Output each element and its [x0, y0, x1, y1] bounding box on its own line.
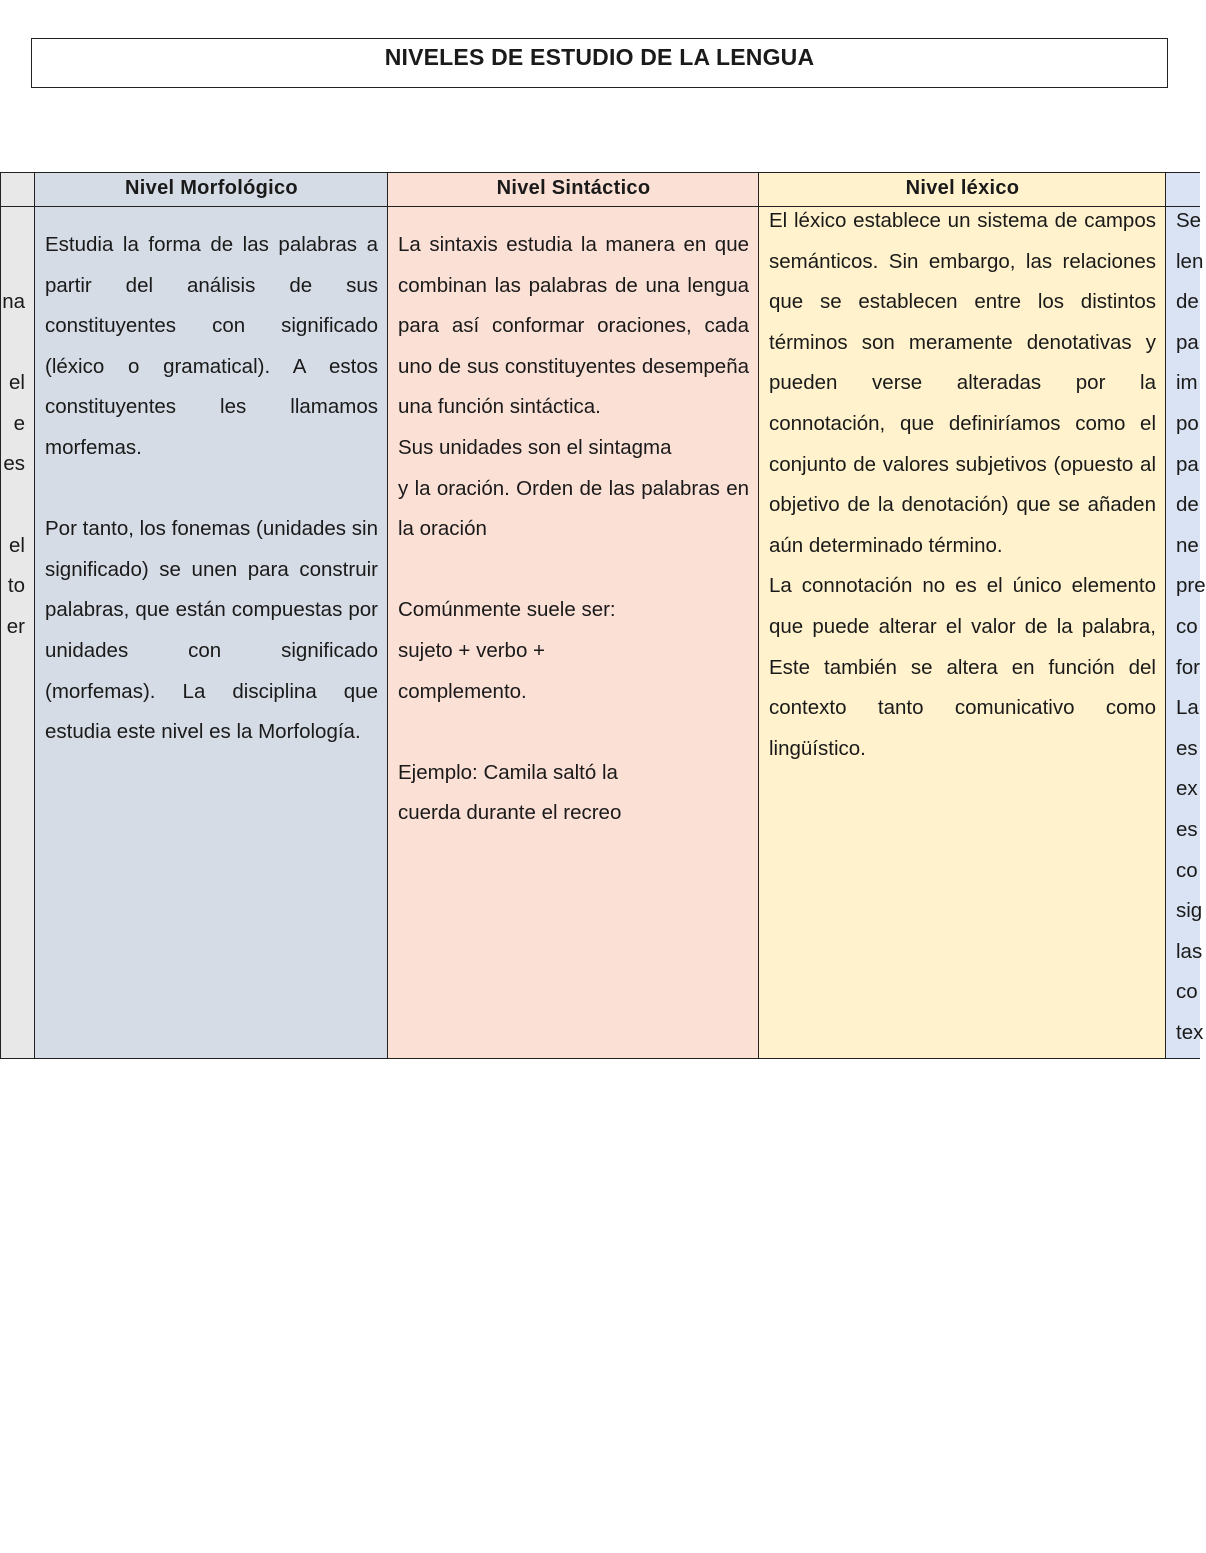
paragraph: complemento. — [398, 679, 527, 703]
text-morfologico — [45, 225, 378, 753]
fragment-line: e — [13, 411, 25, 435]
paragraph: Ejemplo: Camila saltó la — [398, 760, 618, 784]
right-fragment-text — [1176, 201, 1206, 1053]
fragment-line: er — [6, 614, 25, 638]
paragraph: y la oración. Orden de las palabras en la oración — [398, 476, 749, 541]
fragment-line: el — [9, 533, 25, 557]
paragraph — [398, 550, 749, 591]
fragment-line: pa — [1176, 330, 1199, 354]
fragment-line: ex — [1176, 777, 1198, 801]
fragment-line: sig — [1176, 899, 1203, 923]
fragment-line: las — [1176, 939, 1203, 963]
fragment-line: ne — [1176, 533, 1199, 557]
paragraph: La sintaxis estudia la manera en que combinan las palabras de una lengua para así conformar oraciones, cada uno de sus constituyentes desempeña una función sintáctica. — [398, 233, 749, 419]
fragment-line — [2, 323, 25, 364]
page-title: NIVELES DE ESTUDIO DE LA LENGUA — [31, 38, 1168, 88]
paragraph — [45, 469, 378, 510]
text-lexico — [769, 201, 1156, 769]
fragment-line: to — [7, 574, 25, 598]
fragment-line: co — [1176, 858, 1198, 882]
fragment-line: es — [3, 452, 25, 476]
paragraph: cuerda durante el recreo — [398, 801, 622, 825]
paragraph: Sus unidades son el sintagma — [398, 435, 672, 459]
paragraph: Por tanto, los fonemas (unidades sin significado) se unen para construir palabras, que están compuestas por unidades con significado (morfemas). La disciplina que estudia este nivel es la Morfología. — [45, 517, 378, 744]
body-lexico — [759, 207, 1166, 1058]
fragment-line: co — [1176, 980, 1198, 1004]
text-sintactico — [398, 225, 749, 834]
paragraph — [398, 712, 749, 753]
levels-table — [0, 172, 1206, 1059]
fragment-line: len — [1176, 249, 1204, 273]
header-lexico: Nivel léxico — [759, 173, 1166, 207]
fragment-line: es — [1176, 817, 1198, 841]
right-cropped-body — [1166, 207, 1206, 1058]
paragraph: sujeto + verbo + — [398, 638, 546, 662]
body-sintactico — [388, 207, 759, 1058]
paragraph: Estudia la forma de las palabras a partir del análisis de sus constituyentes con significado (léxico o gramatical). A estos constituyentes les llamamos morfemas. — [45, 233, 378, 459]
paragraph: Comúnmente suele ser: — [398, 598, 616, 622]
column-lexico — [758, 173, 1166, 1058]
column-morfologico — [34, 173, 388, 1058]
header-sintactico: Nivel Sintáctico — [388, 173, 759, 207]
fragment-line: Se — [1176, 209, 1202, 232]
fragment-line: pa — [1176, 452, 1199, 476]
fragment-line: na — [2, 290, 25, 313]
paragraph: La connotación no es el único elemento que puede alterar el valor de la palabra, Este también se altera en función del contexto tanto comunicativo como lingüístico. — [769, 574, 1156, 760]
fragment-line: La — [1176, 696, 1199, 720]
fragment-line: tex — [1176, 1020, 1204, 1044]
fragment-line: el — [9, 371, 25, 395]
body-morfologico — [35, 207, 388, 1058]
fragment-line: im — [1176, 371, 1198, 395]
fragment-line: po — [1176, 411, 1199, 435]
fragment-line: es — [1176, 736, 1198, 760]
fragment-line: for — [1176, 655, 1200, 679]
left-cropped-header — [1, 173, 35, 207]
column-sintactico — [387, 173, 759, 1058]
left-cropped-column — [0, 173, 35, 1058]
paragraph: El léxico establece un sistema de campos semánticos. Sin embargo, las relaciones que se establecen entre los distintos términos son meramente denotativas y pueden verse alteradas por la connotación, que definiríamos como el conjunto de valores subjetivos (opuesto al objetivo de la denotación) que se añaden aún determinado término. — [769, 209, 1156, 557]
left-fragment-text — [2, 282, 25, 647]
fragment-line: de — [1176, 290, 1199, 314]
fragment-line: de — [1176, 493, 1199, 517]
fragment-line — [2, 485, 25, 526]
left-cropped-body — [1, 207, 35, 1058]
fragment-line: pre — [1176, 574, 1206, 598]
right-cropped-column — [1165, 173, 1206, 1058]
fragment-line: co — [1176, 614, 1198, 638]
header-morfologico: Nivel Morfológico — [35, 173, 388, 207]
